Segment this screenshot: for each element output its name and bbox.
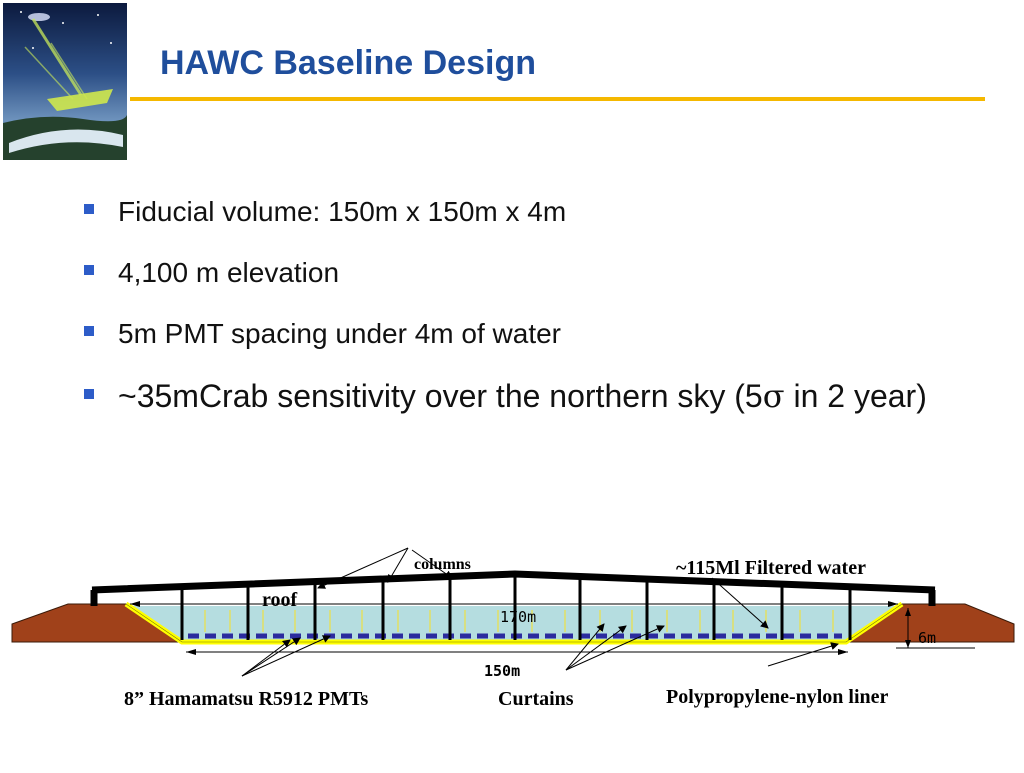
label-liner: Polypropylene-nylon liner [666, 686, 889, 708]
sigma-symbol: σ [762, 377, 785, 415]
bullet-item [84, 314, 984, 354]
bullet-text: 4,100 m elevation [118, 257, 340, 288]
label-150m: 150m [484, 662, 521, 680]
bullet-marker [84, 204, 94, 214]
bullet-list [84, 192, 984, 417]
label-curtains: Curtains [498, 688, 574, 710]
title-divider [130, 97, 985, 101]
bullet-text: 5m PMT spacing under 4m of water [118, 318, 562, 349]
slide-title: HAWC Baseline Design [160, 44, 536, 82]
label-pmts: 8” Hamamatsu R5912 PMTs [124, 688, 369, 710]
label-6m: 6m [918, 629, 937, 647]
bullet-item [84, 253, 984, 293]
label-roof: roof [262, 589, 298, 611]
bullet-text: Fiducial volume: 150m x 150m x 4m [118, 196, 567, 227]
detector-diagram [0, 530, 1024, 768]
bullet-marker [84, 389, 94, 399]
bullet-item [84, 375, 984, 417]
bullet-item [84, 192, 984, 232]
bullet-marker [84, 265, 94, 275]
bullet-text: ~35mCrab sensitivity over the northern sky (5σ in 2 year) [118, 377, 927, 415]
bullet-marker [84, 326, 94, 336]
label-columns: columns [414, 556, 471, 573]
label-170m: 170m [500, 608, 537, 626]
label-filtered-water: ~115Ml Filtered water [676, 557, 866, 579]
hawc-logo-image [3, 3, 127, 160]
